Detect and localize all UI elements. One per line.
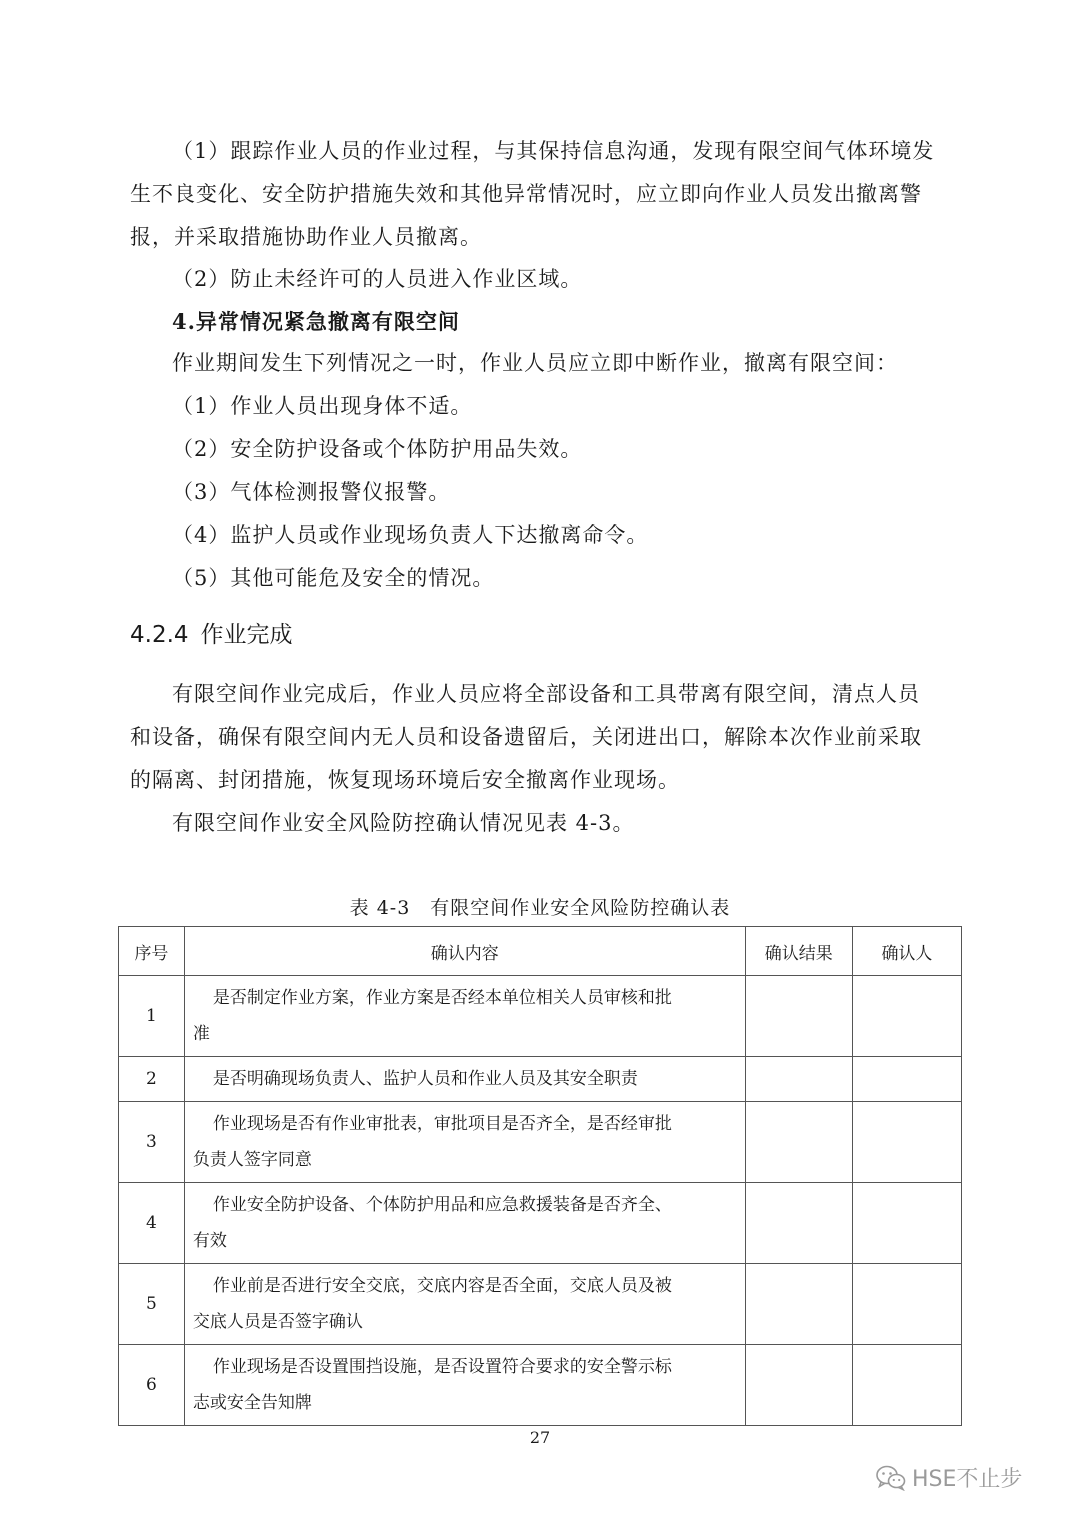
paragraph-evacuation-intro (130, 342, 950, 385)
row-confirmer-cell (852, 1057, 961, 1102)
paragraph-monitor-duty-1 (130, 130, 950, 259)
row-result-cell (745, 976, 852, 1057)
list-item: （2）安全防护设备或个体防护用品失效。 (172, 437, 583, 461)
row-number: 2 (119, 1057, 185, 1102)
content-line: 作业现场是否有作业审批表，审批项目是否齐全，是否经审批 (212, 1114, 672, 1134)
row-content (184, 1345, 745, 1426)
row-confirmer-cell (852, 976, 961, 1057)
text-line: 有限空间作业完成后，作业人员应将全部设备和工具带离有限空间，清点人员 (172, 682, 920, 706)
table-caption: 表 4-3 有限空间作业安全风险防控确认表 (349, 897, 731, 919)
list-item: （4）监护人员或作业现场负责人下达撤离命令。 (172, 523, 649, 547)
text-line: 的隔离、封闭措施，恢复现场环境后安全撤离作业现场。 (130, 768, 680, 792)
row-number: 6 (119, 1345, 185, 1426)
row-number: 1 (119, 976, 185, 1057)
text-line: 作业期间发生下列情况之一时，作业人员应立即中断作业，撤离有限空间： (172, 351, 898, 375)
row-content (184, 1102, 745, 1183)
row-confirmer-cell (852, 1183, 961, 1264)
table-row (119, 1345, 962, 1426)
section-heading (130, 615, 293, 655)
header-confirmer: 确认人 (852, 927, 961, 976)
section-title: 作业完成 (200, 622, 293, 648)
row-result-cell (745, 1057, 852, 1102)
text-line: （2）防止未经许可的人员进入作业区域。 (172, 267, 583, 291)
row-number: 4 (119, 1183, 185, 1264)
page-number: 27 (529, 1428, 551, 1447)
wechat-icon (876, 1465, 906, 1491)
watermark-text: HSE不止步 (912, 1467, 1023, 1492)
watermark (876, 1462, 1022, 1493)
text-line: 和设备，确保有限空间内无人员和设备遗留后，关闭进出口，解除本次作业前采取 (130, 725, 922, 749)
table-header-row (119, 927, 962, 976)
paragraph-completion (130, 673, 950, 802)
section-title-emergency-evacuation (130, 300, 950, 343)
content-line: 交底人员是否签字确认 (192, 1312, 363, 1332)
list-item: （3）气体检测报警仪报警。 (172, 480, 451, 504)
content-line: 是否制定作业方案，作业方案是否经本单位相关人员审核和批 (212, 988, 672, 1008)
table-row (119, 1102, 962, 1183)
evacuation-conditions-list (130, 385, 950, 600)
row-content (184, 1183, 745, 1264)
text-line: 生不良变化、安全防护措施失效和其他异常情况时，应立即向作业人员发出撤离警 (130, 182, 922, 206)
text-line: 4.异常情况紧急撤离有限空间 (172, 309, 460, 334)
table-row (119, 976, 962, 1057)
content-line: 作业安全防护设备、个体防护用品和应急救援装备是否齐全、 (212, 1195, 672, 1215)
table-row (119, 1264, 962, 1345)
row-number: 3 (119, 1102, 185, 1183)
row-result-cell (745, 1102, 852, 1183)
table-row (119, 1183, 962, 1264)
row-result-cell (745, 1264, 852, 1345)
row-result-cell (745, 1345, 852, 1426)
list-item: （1）作业人员出现身体不适。 (172, 394, 473, 418)
row-confirmer-cell (852, 1345, 961, 1426)
text-line: 有限空间作业安全风险防控确认情况见表 4-3。 (172, 811, 635, 835)
content-line: 有效 (192, 1231, 227, 1251)
content-line: 准 (192, 1024, 210, 1044)
content-line: 是否明确现场负责人、监护人员和作业人员及其安全职责 (212, 1069, 638, 1089)
text-line: （1）跟踪作业人员的作业过程，与其保持信息沟通，发现有限空间气体环境发 (172, 139, 935, 163)
row-content (184, 1057, 745, 1102)
content-line: 作业前是否进行安全交底，交底内容是否全面，交底人员及被 (212, 1276, 672, 1296)
row-confirmer-cell (852, 1102, 961, 1183)
table-row (119, 1057, 962, 1102)
content-line: 作业现场是否设置围挡设施，是否设置符合要求的安全警示标 (212, 1357, 672, 1377)
row-result-cell (745, 1183, 852, 1264)
row-confirmer-cell (852, 1264, 961, 1345)
list-item: （5）其他可能危及安全的情况。 (172, 566, 495, 590)
header-result: 确认结果 (745, 927, 852, 976)
risk-confirmation-table (118, 926, 962, 1426)
row-content (184, 1264, 745, 1345)
paragraph-table-reference (130, 802, 950, 845)
section-number: 4.2.4 (130, 622, 189, 648)
content-line: 志或安全告知牌 (192, 1393, 312, 1413)
row-content (184, 976, 745, 1057)
paragraph-monitor-duty-2 (130, 258, 950, 301)
row-number: 5 (119, 1264, 185, 1345)
text-line: 报，并采取措施协助作业人员撤离。 (130, 225, 482, 249)
header-no: 序号 (119, 927, 185, 976)
header-content: 确认内容 (184, 927, 745, 976)
content-line: 负责人签字同意 (192, 1150, 312, 1170)
